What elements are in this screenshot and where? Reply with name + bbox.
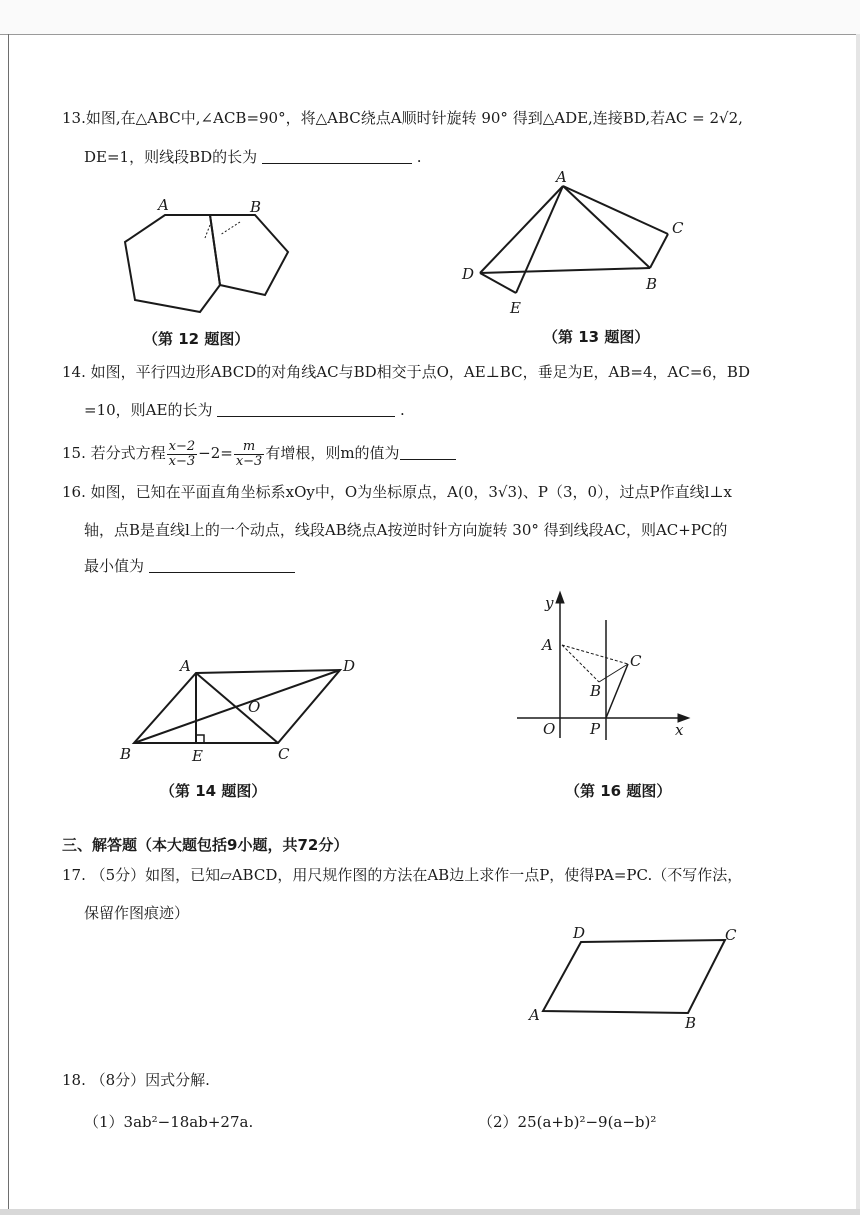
q14-answer-blank <box>217 416 395 417</box>
fig12-dash-1 <box>205 225 210 238</box>
q14-line-2-text: =10，则AE的长为 <box>84 401 213 419</box>
q15-frac2-numerator: m <box>234 440 265 455</box>
fig16-label-y: y <box>545 594 554 612</box>
fig13-line-de <box>480 273 516 293</box>
q16-line-1: 16. 如图，已知在平面直角坐标系xOy中，O为坐标原点，A(0，3√3)、P（3，0），过点P作直线l⊥x <box>62 483 733 501</box>
q14-line-1: 14. 如图，平行四边形ABCD的对角线AC与BD相交于点O，AE⊥BC，垂足为E，AB=4，AC=6，BD <box>62 363 750 381</box>
fig13-caption: （第 13 题图） <box>543 328 650 346</box>
fig14-label-d: D <box>343 657 356 675</box>
q17-line-2: 保留作图痕迹） <box>84 904 190 922</box>
q13-line-2-text: DE=1，则线段BD的长为 <box>84 148 258 166</box>
fig13-line-ac <box>563 186 668 234</box>
fig14-label-o: O <box>248 698 261 716</box>
fig12-label-b: B <box>250 198 262 216</box>
fig13-label-d: D <box>462 265 475 283</box>
fig12-label-a: A <box>158 196 169 214</box>
q15-middle: −2= <box>198 444 233 462</box>
fig13-label-e: E <box>510 299 521 317</box>
q13-answer-blank <box>262 163 412 164</box>
fig17-parallelogram <box>543 940 725 1013</box>
q13-line-1: 13.如图,在△ABC中,∠ACB=90°，将△ABC绕点A顺时针旋转 90° 得到△ADE,连接BD,若AC = 2√2, <box>62 109 743 127</box>
fig16-label-a: A <box>542 636 553 654</box>
fig12-hexagon <box>125 215 220 312</box>
page-left-edge <box>8 34 9 1209</box>
fig13-line-ad <box>480 186 563 273</box>
figure-14 <box>118 655 368 765</box>
q16-line-3 <box>84 556 295 576</box>
fig14-right-angle-mark <box>196 735 204 743</box>
page-top-margin <box>0 0 860 35</box>
fig12-dash-2 <box>220 222 240 235</box>
q15-suffix: 有增根，则m的值为 <box>265 444 400 462</box>
q13-line-2-end: . <box>416 148 422 166</box>
figure-13 <box>458 168 698 318</box>
fig16-label-p: P <box>590 720 601 738</box>
fig12-pentagon <box>210 215 288 295</box>
q15-frac1-denominator: x−3 <box>168 453 196 469</box>
page-right-edge <box>856 34 860 1209</box>
figure-17 <box>525 925 745 1035</box>
q14-line-2 <box>84 400 405 420</box>
q15-fraction-1 <box>167 440 198 469</box>
q15-line <box>62 438 456 469</box>
fig17-label-d: D <box>573 924 586 942</box>
section-3-heading: 三、解答题（本大题包括9小题，共72分） <box>62 836 349 854</box>
fig17-label-b: B <box>685 1014 697 1032</box>
q18-line-1: 18. （8分）因式分解. <box>62 1071 210 1089</box>
fig16-label-c: C <box>630 652 642 670</box>
q18-part-2: （2）25(a+b)²−9(a−b)² <box>478 1113 657 1131</box>
fig13-label-a: A <box>556 168 567 186</box>
fig16-y-axis-arrow <box>556 592 564 603</box>
fig12-caption: （第 12 题图） <box>143 330 250 348</box>
fig13-label-b: B <box>646 275 658 293</box>
q15-answer-blank <box>400 459 456 460</box>
page-bottom-edge <box>0 1209 860 1215</box>
fig13-line-ab <box>563 186 650 268</box>
fig16-segment-pc <box>606 664 628 718</box>
q16-line-3-text: 最小值为 <box>84 557 145 575</box>
fig16-label-b: B <box>590 682 602 700</box>
figure-16 <box>515 590 700 750</box>
q16-answer-blank <box>149 572 295 573</box>
q14-line-2-end: . <box>400 401 405 419</box>
fig16-label-x: x <box>675 721 684 739</box>
fig13-label-c: C <box>672 219 684 237</box>
q15-frac2-denominator: x−3 <box>235 453 263 469</box>
fig16-caption: （第 16 题图） <box>565 782 672 800</box>
fig14-label-a: A <box>180 657 191 675</box>
fig13-line-bc <box>650 234 668 268</box>
fig16-segment-ab <box>562 645 599 682</box>
q13-line-2 <box>84 147 421 167</box>
q15-frac1-numerator: x−2 <box>168 438 196 454</box>
fig14-diagonal-ac <box>196 673 278 743</box>
figure-12 <box>110 190 310 320</box>
fig14-label-e: E <box>192 747 203 765</box>
q15-prefix: 15. 若分式方程 <box>62 444 166 462</box>
fig13-line-ae <box>516 186 563 293</box>
q15-fraction-2 <box>234 440 265 469</box>
fig14-caption: （第 14 题图） <box>160 782 267 800</box>
fig16-segment-ac <box>562 645 628 664</box>
fig17-label-c: C <box>725 926 737 944</box>
fig17-label-a: A <box>529 1006 540 1024</box>
q16-line-2: 轴，点B是直线l上的一个动点，线段AB绕点A按逆时针方向旋转 30° 得到线段AC，则AC+PC的 <box>84 521 728 539</box>
q18-part-1: （1）3ab²−18ab+27a. <box>84 1113 254 1131</box>
fig14-label-c: C <box>278 745 290 763</box>
q17-line-1: 17. （5分）如图，已知▱ABCD，用尺规作图的方法在AB边上求作一点P，使得PA=PC.（不写作法， <box>62 866 743 884</box>
fig14-label-b: B <box>120 745 132 763</box>
fig16-label-o: O <box>543 720 556 738</box>
fig13-line-db <box>480 268 650 273</box>
